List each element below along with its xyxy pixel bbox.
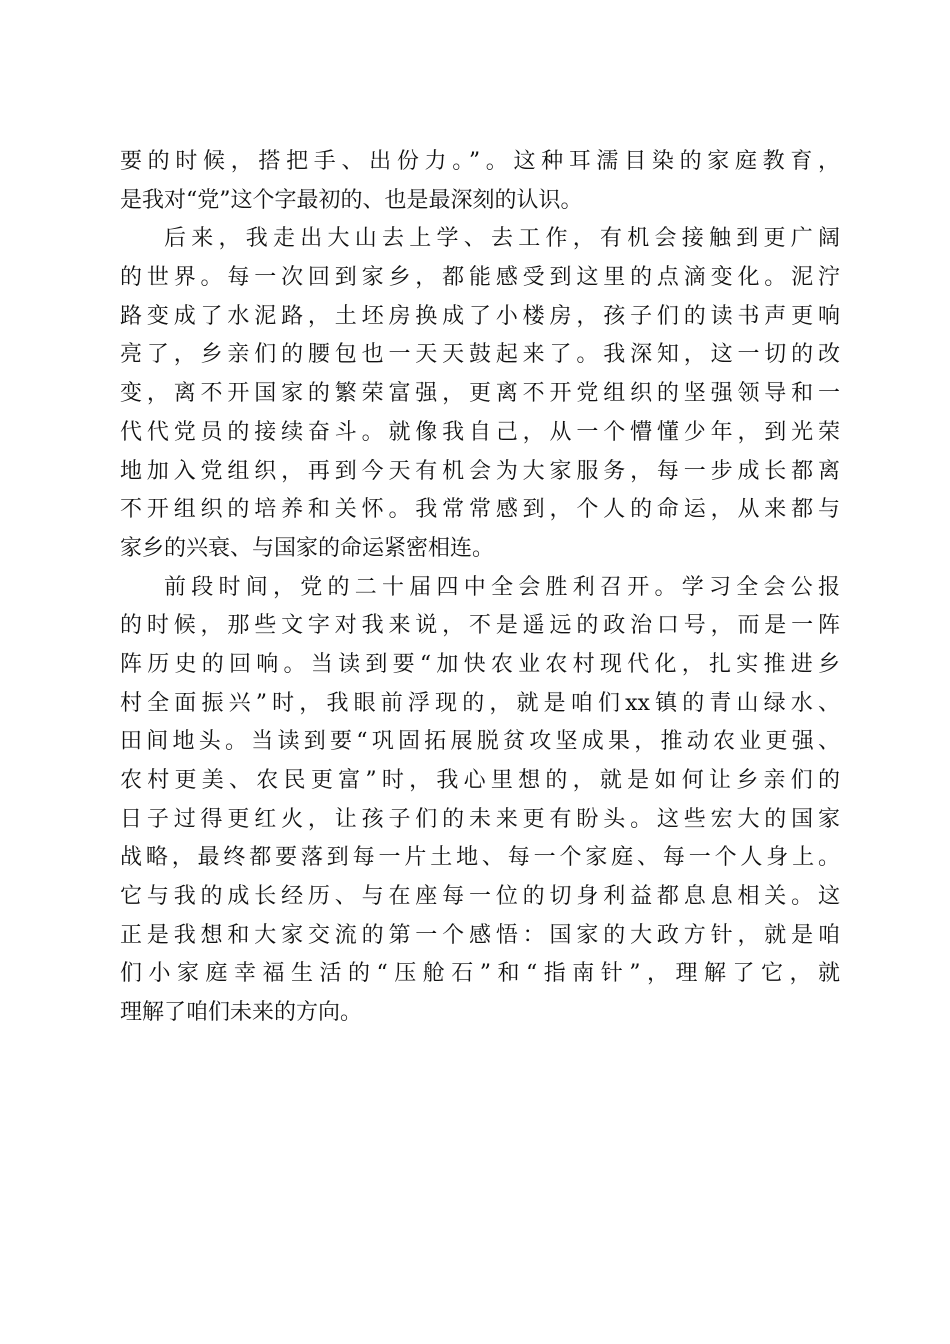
text-line: 前段时间，党的二十届四中全会胜利召开。学习全会公报 bbox=[164, 574, 840, 600]
text-line: 阵历史的回响。当读到要“加快农业农村现代化，扎实推进乡 bbox=[120, 651, 840, 677]
text-line: 要的时候，搭把手、出份力。”。这种耳濡目染的家庭教育， bbox=[120, 149, 840, 174]
text-line: 的时候，那些文字对我来说，不是遥远的政治口号，而是一阵 bbox=[120, 613, 840, 639]
text-line: 正是我想和大家交流的第一个感悟：国家的大政方针，就是咱 bbox=[120, 922, 840, 948]
text-line: 田间地头。当读到要“巩固拓展脱贫攻坚成果，推动农业更强、 bbox=[120, 729, 840, 755]
text-line: 村全面振兴”时，我眼前浮现的，就是咱们xx镇的青山绿水、 bbox=[120, 690, 840, 716]
text-line: 是我对“党”这个字最初的、也是最深刻的认识。 bbox=[120, 187, 583, 213]
document-body bbox=[120, 143, 840, 1033]
text-line: 地加入党组织，再到今天有机会为大家服务，每一步成长都离 bbox=[120, 458, 840, 484]
text-line: 代代党员的接续奋斗。就像我自己，从一个懵懂少年，到光荣 bbox=[120, 419, 840, 445]
text-line: 理解了咱们未来的方向。 bbox=[120, 1000, 363, 1026]
text-line: 路变成了水泥路，土坯房换成了小楼房，孩子们的读书声更响 bbox=[120, 303, 840, 329]
text-line: 变，离不开国家的繁荣富强，更离不开党组织的坚强领导和一 bbox=[120, 381, 840, 407]
text-line: 日子过得更红火，让孩子们的未来更有盼头。这些宏大的国家 bbox=[120, 806, 840, 832]
text-line: 不开组织的培养和关怀。我常常感到，个人的命运，从来都与 bbox=[120, 497, 840, 523]
text-line: 农村更美、农民更富”时，我心里想的，就是如何让乡亲们的 bbox=[120, 768, 840, 793]
text-line: 们小家庭幸福生活的“压舱石”和“指南针”，理解了它，就 bbox=[120, 961, 840, 987]
text-line: 的世界。每一次回到家乡，都能感受到这里的点滴变化。泥泞 bbox=[120, 265, 840, 291]
text-line: 战略，最终都要落到每一片土地、每一个家庭、每一个人身上。 bbox=[120, 845, 840, 871]
text-line: 它与我的成长经历、与在座每一位的切身利益都息息相关。这 bbox=[120, 884, 840, 910]
text-line: 家乡的兴衰、与国家的命运紧密相连。 bbox=[120, 535, 495, 561]
text-line: 后来，我走出大山去上学、去工作，有机会接触到更广阔 bbox=[164, 226, 840, 252]
text-line: 亮了，乡亲们的腰包也一天天鼓起来了。我深知，这一切的改 bbox=[120, 342, 840, 368]
